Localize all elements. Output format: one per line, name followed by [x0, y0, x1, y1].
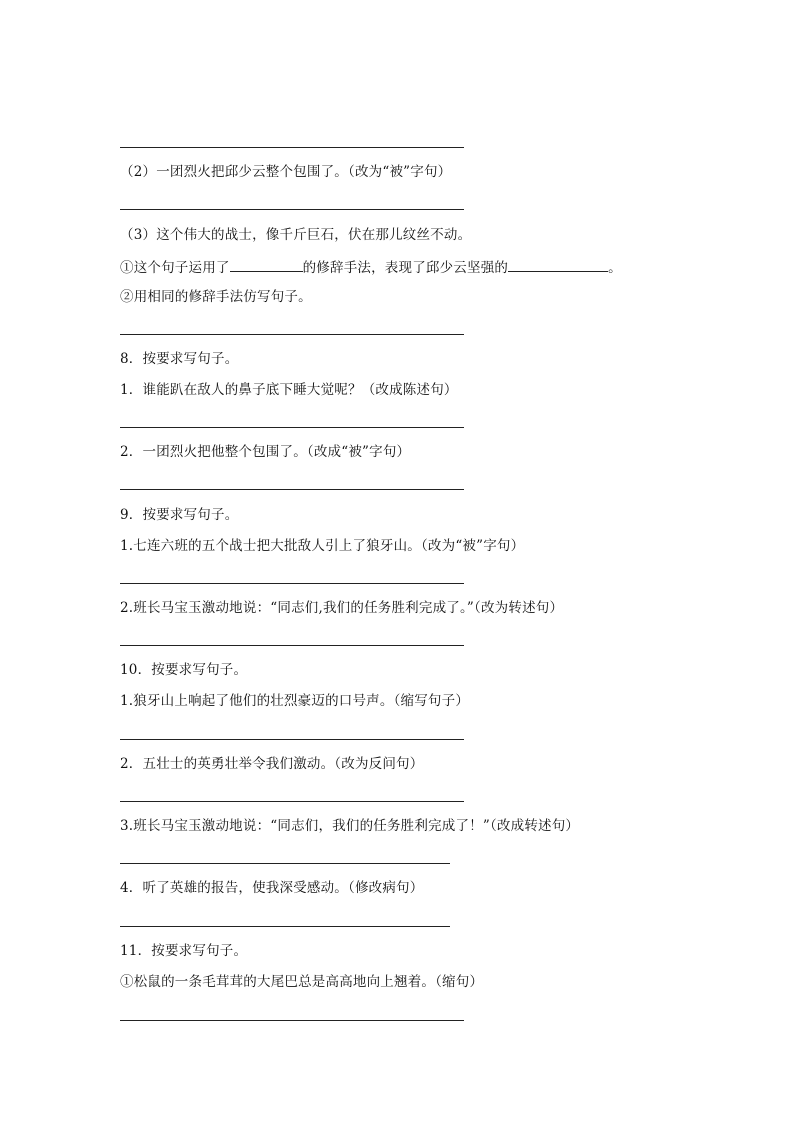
answer-line[interactable] — [120, 583, 464, 584]
answer-line[interactable] — [120, 209, 464, 210]
question-7-3-sub-1 — [120, 257, 622, 277]
question-text: ①这个句子运用了 — [120, 260, 230, 276]
question-7-3-sub-2: ②用相同的修辞手法仿写句子。 — [120, 289, 312, 305]
answer-line[interactable] — [120, 645, 464, 646]
answer-line[interactable] — [120, 801, 464, 802]
question-text: 的修辞手法，表现了邱少云坚强的 — [302, 260, 509, 276]
answer-line[interactable] — [120, 489, 464, 490]
answer-line[interactable] — [120, 427, 464, 428]
question-7-3: （3）这个伟大的战士，像千斤巨石，伏在那儿纹丝不动。 — [120, 227, 472, 243]
question-9-1: 1.七连六班的五个战士把大批敌人引上了狼牙山。（改为“被”字句） — [120, 538, 525, 554]
question-10-title: 10．按要求写句子。 — [120, 662, 248, 678]
fill-blank-rhetoric[interactable] — [230, 257, 303, 272]
question-10-2: 2．五壮士的英勇壮举令我们激动。（改为反问句） — [120, 756, 424, 772]
question-11-title: 11．按要求写句子。 — [120, 943, 248, 959]
question-7-2: （2）一团烈火把邱少云整个包围了。（改为“被”字句） — [120, 164, 452, 180]
question-text: 。 — [608, 260, 622, 276]
question-10-1: 1.狼牙山上响起了他们的壮烈豪迈的口号声。（缩写句子） — [120, 693, 470, 709]
answer-line[interactable] — [120, 334, 464, 335]
question-8-2: 2．一团烈火把他整个包围了。（改成“被”字句） — [120, 444, 411, 460]
question-11-1: ①松鼠的一条毛茸茸的大尾巴总是高高地向上翘着。（缩句） — [120, 974, 484, 990]
answer-line[interactable] — [120, 147, 464, 148]
answer-line[interactable] — [120, 926, 450, 927]
question-10-4: 4．听了英雄的报告，使我深受感动。（修改病句） — [120, 880, 424, 896]
answer-line[interactable] — [120, 1020, 464, 1021]
answer-line[interactable] — [120, 863, 450, 864]
question-8-1: 1．谁能趴在敌人的鼻子底下睡大觉呢？（改成陈述句） — [120, 382, 458, 398]
question-9-2: 2.班长马宝玉激动地说：“同志们,我们的任务胜利完成了。”（改为转述句） — [120, 600, 564, 616]
question-9-title: 9．按要求写句子。 — [120, 507, 239, 523]
answer-line[interactable] — [120, 739, 464, 740]
question-10-3: 3.班长马宝玉激动地说：“同志们，我们的任务胜利完成了！”（改成转述句） — [120, 818, 580, 834]
question-8-title: 8．按要求写句子。 — [120, 351, 239, 367]
fill-blank-quality[interactable] — [508, 257, 608, 272]
